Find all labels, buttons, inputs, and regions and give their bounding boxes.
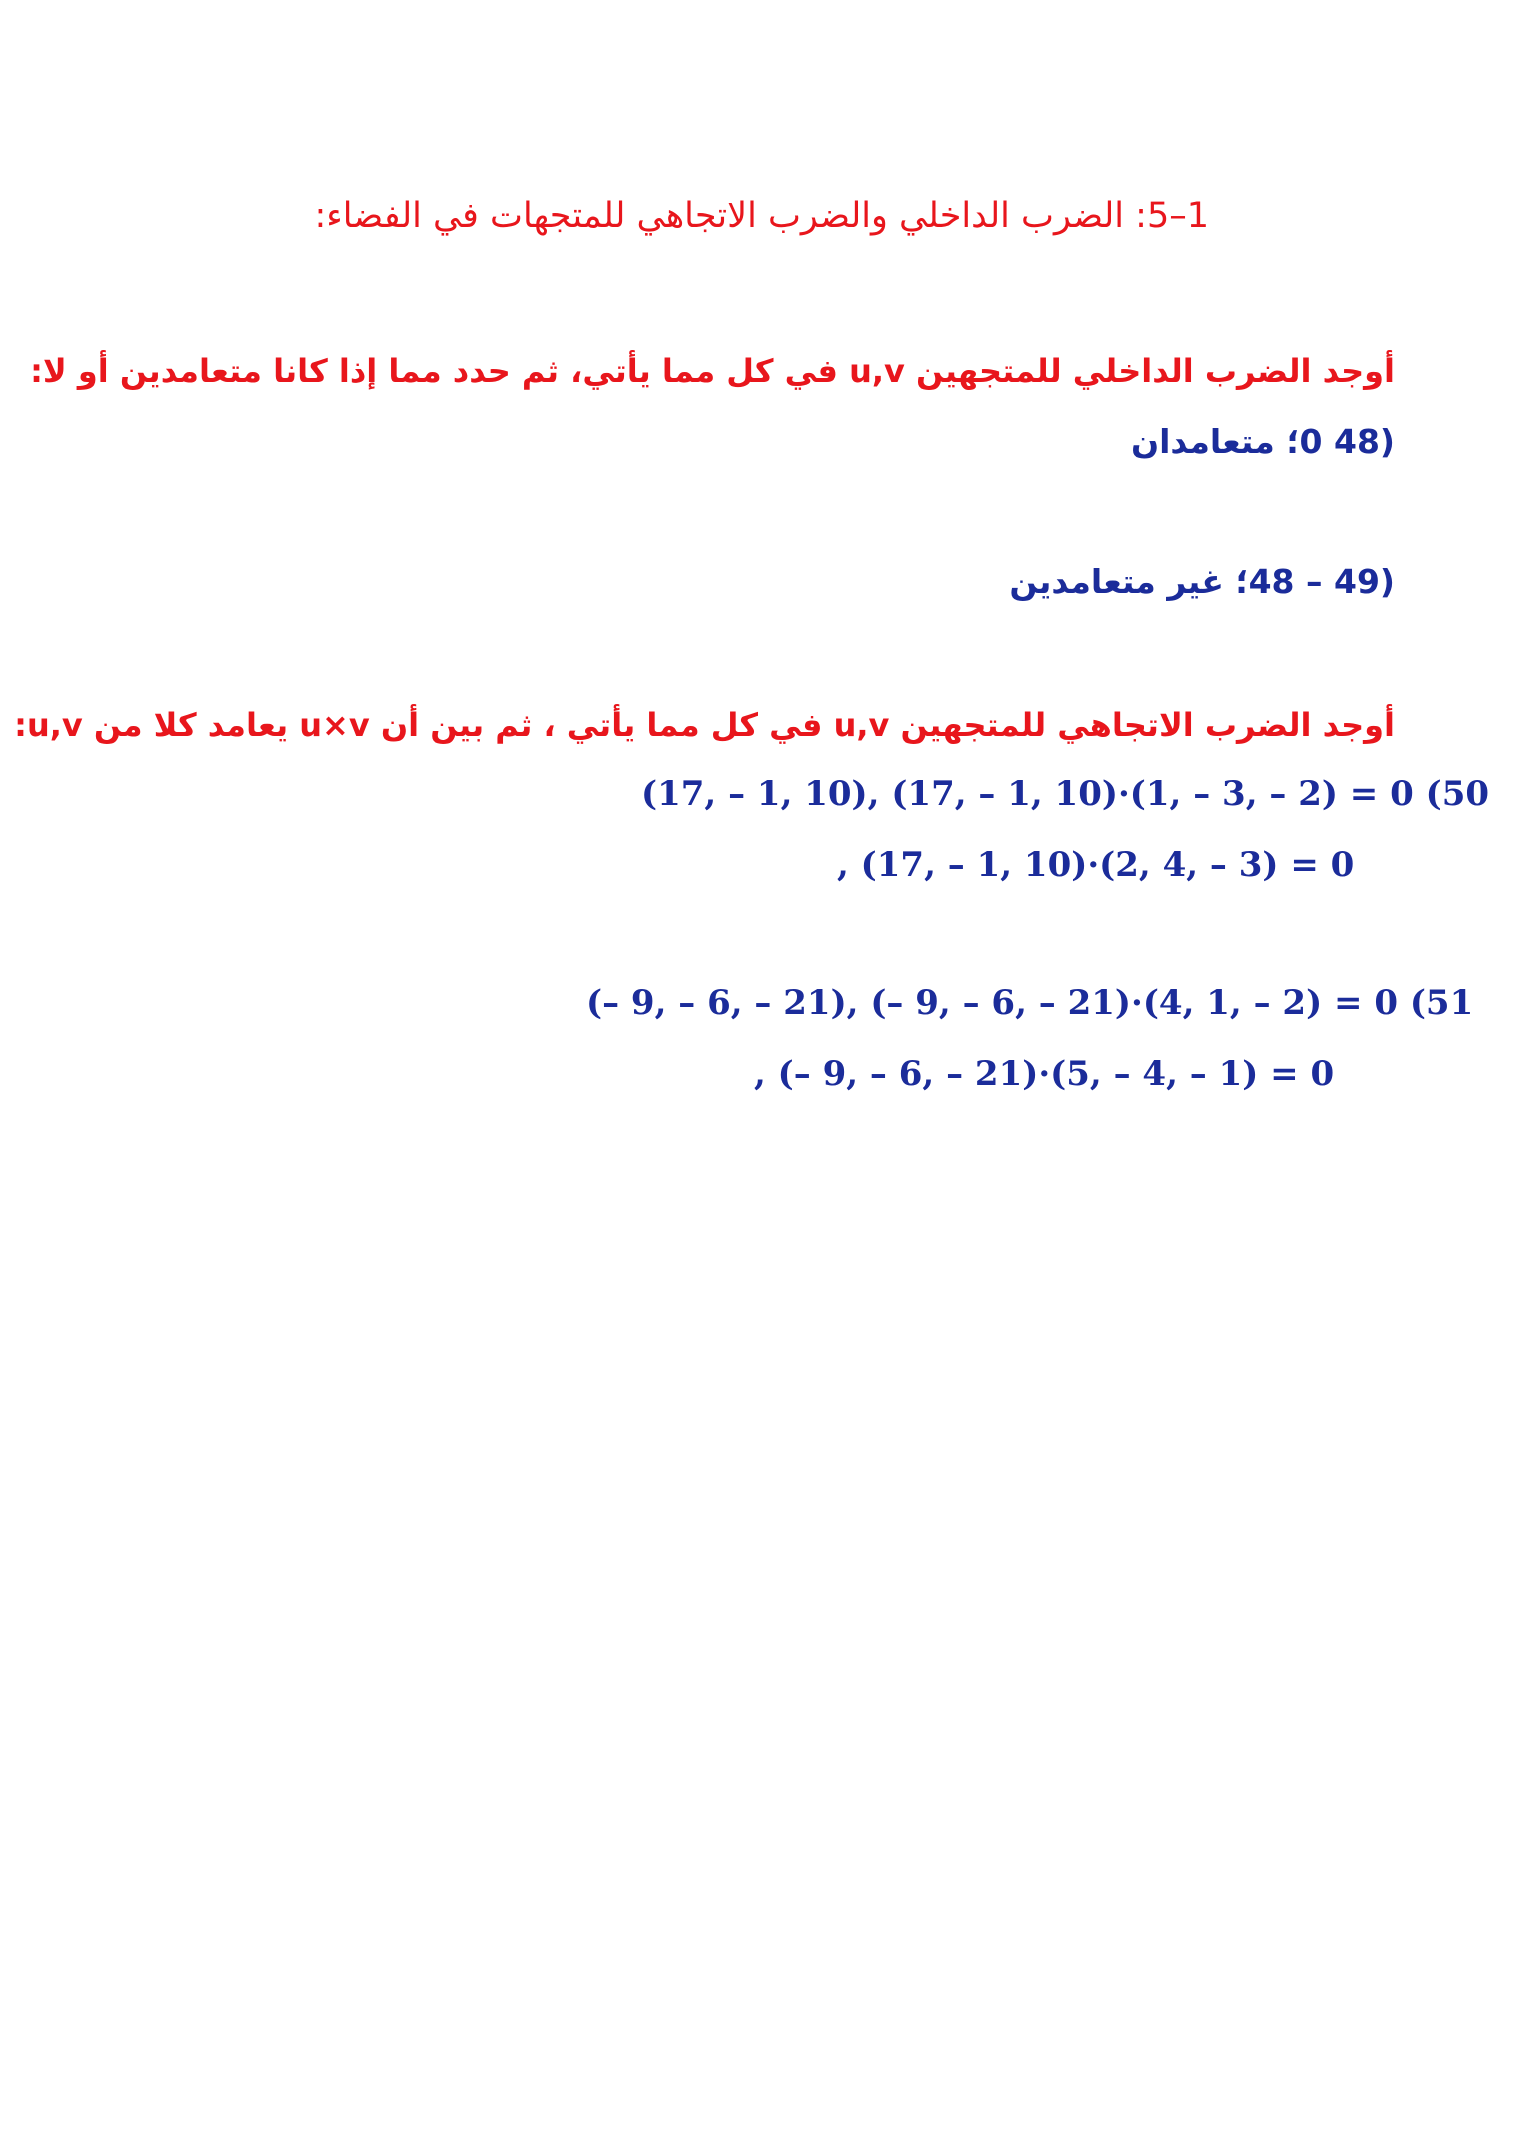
math-expression: (17, – 1, 10), (17, – 1, 10)·(1, – 3, – 2) = 0 <box>641 774 1414 814</box>
dot-value-49: 48 – <box>1248 562 1323 601</box>
result-49: ؛ غير متعامدين <box>1009 562 1249 601</box>
item-number-51: (51 <box>1409 983 1474 1023</box>
answer-51-line-2: , (– 9, – 6, – 21)·(5, – 4, – 1) = 0 <box>754 1054 1335 1094</box>
result-48: ؛ متعامدان <box>1130 422 1300 461</box>
answer-50-line-2: , (17, – 1, 10)·(2, 4, – 3) = 0 <box>837 845 1355 885</box>
answer-50-line-1 <box>641 774 1489 814</box>
item-number-49: 49) <box>1333 562 1395 601</box>
dot-product-instruction: أوجد الضرب الداخلي للمتجهين u,v في كل مما يأتي، ثم حدد مما إذا كانا متعامدين أو لا: <box>30 352 1395 390</box>
answer-48 <box>1131 422 1395 461</box>
math-expression: (– 9, – 6, – 21), (– 9, – 6, – 21)·(4, 1, – 2) = 0 <box>586 983 1398 1023</box>
answer-49 <box>1009 562 1395 601</box>
answer-51-line-1 <box>586 983 1473 1023</box>
dot-value-48: 0 <box>1299 422 1323 461</box>
cross-product-instruction: أوجد الضرب الاتجاهي للمتجهين u,v في كل مما يأتي ، ثم بين أن u×v يعامد كلا من u,v: <box>14 706 1395 744</box>
item-number-50: (50 <box>1425 774 1490 814</box>
item-number-48: 48) <box>1333 422 1395 461</box>
section-title: 1–5: الضرب الداخلي والضرب الاتجاهي للمتجهات في الفضاء: <box>314 196 1209 236</box>
